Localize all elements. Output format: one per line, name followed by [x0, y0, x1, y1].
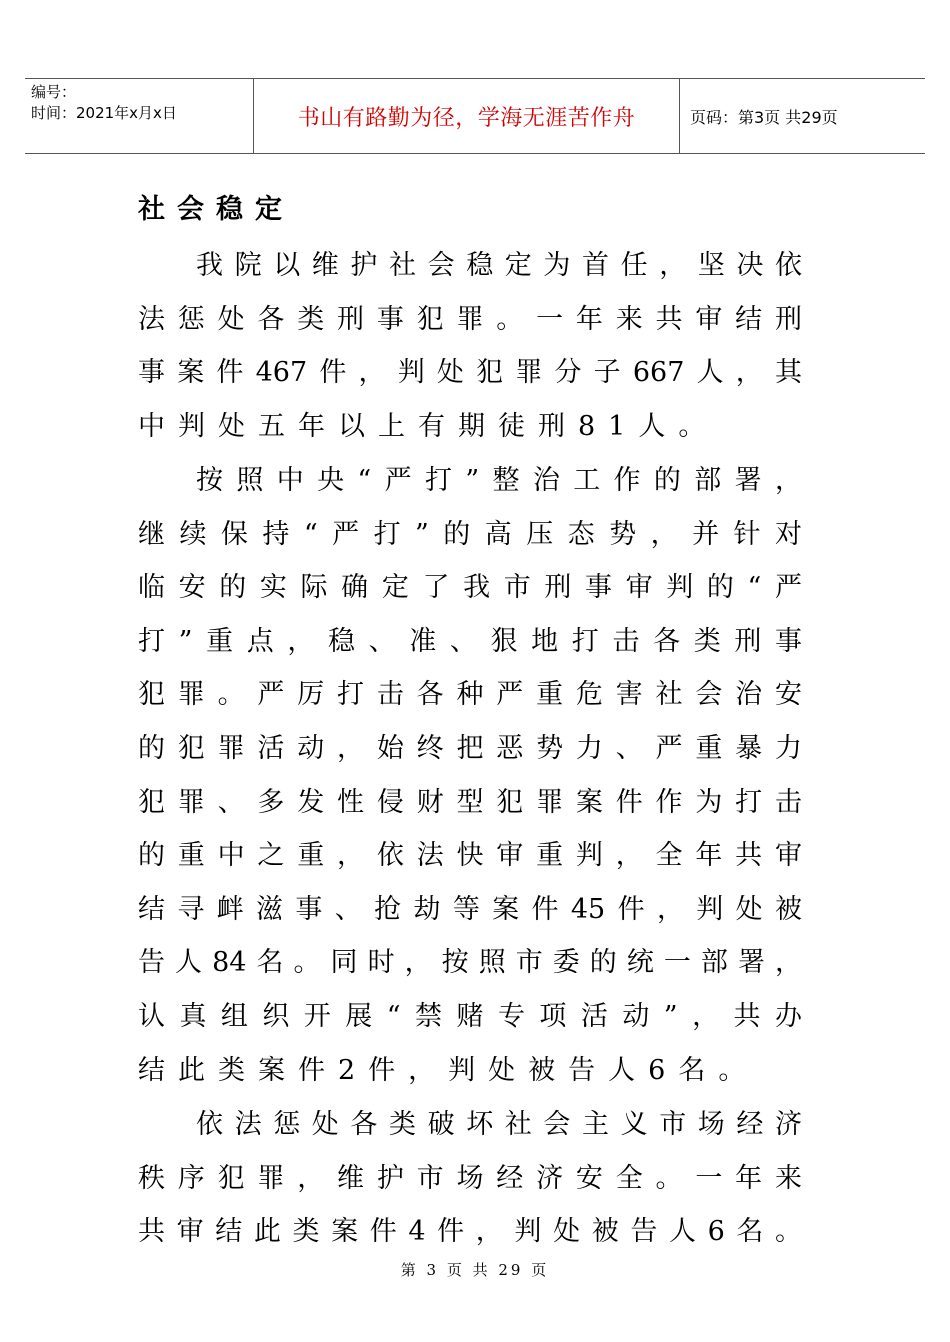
document-time-label: 时间：2021年x月x日 [31, 104, 177, 122]
paragraph-line: 认真组织开展“禁赌专项活动”，共办 [138, 1000, 802, 1032]
paragraph-line: 的重中之重，依法快审重判，全年共审 [138, 840, 802, 872]
paragraph-line: 依法惩处各类破坏社会主义市场经济 [196, 1109, 802, 1140]
document-header [25, 78, 925, 154]
header-meta-cell [25, 79, 254, 153]
document-number-label: 编号： [31, 83, 77, 101]
paragraph-line: 我院以维护社会稳定为首任，坚决依 [196, 250, 802, 281]
paragraph-line: 结此类案件2件，判处被告人6名。 [138, 1054, 759, 1086]
paragraph-line: 打”重点，稳、准、狠地打击各类刑事 [138, 625, 802, 657]
section-title: 社会稳定 [138, 194, 294, 225]
page-footer: 第 3 页 共 29 页 [400, 1261, 550, 1279]
paragraph-1 [138, 239, 802, 453]
paragraph-line: 按照中央“严打”整治工作的部署， [196, 465, 802, 496]
paragraph-line: 秩序犯罪，维护市场经济安全。一年来 [138, 1162, 802, 1194]
header-page-code: 页码：第3页 共29页 [690, 108, 838, 127]
header-motto-cell [254, 79, 680, 153]
paragraph-line: 法惩处各类刑事犯罪。一年来共审结刑 [138, 303, 802, 335]
paragraph-line: 中判处五年以上有期徒刑81人。 [138, 410, 719, 442]
header-motto: 书山有路勤为径，学海无涯苦作舟 [297, 106, 636, 131]
paragraph-2 [138, 454, 802, 1097]
paragraph-line: 临安的实际确定了我市刑事审判的“严 [138, 572, 802, 604]
paragraph-line: 结寻衅滋事、抢劫等案件45件，判处被 [138, 893, 802, 925]
paragraph-line: 犯罪、多发性侵财型犯罪案件作为打击 [138, 786, 802, 818]
paragraph-line: 的犯罪活动，始终把恶势力、严重暴力 [138, 732, 802, 764]
header-page-cell [680, 79, 925, 153]
paragraph-line: 继续保持“严打”的高压态势，并针对 [138, 518, 802, 550]
paragraph-line: 犯罪。严厉打击各种严重危害社会治安 [138, 679, 802, 711]
paragraph-3 [138, 1098, 802, 1259]
paragraph-line: 告人84名。同时，按照市委的统一部署， [138, 947, 802, 979]
paragraph-line: 事案件467件，判处犯罪分子667人，其 [138, 357, 802, 389]
paragraph-line: 共审结此类案件4件，判处被告人6名。 [138, 1216, 802, 1248]
